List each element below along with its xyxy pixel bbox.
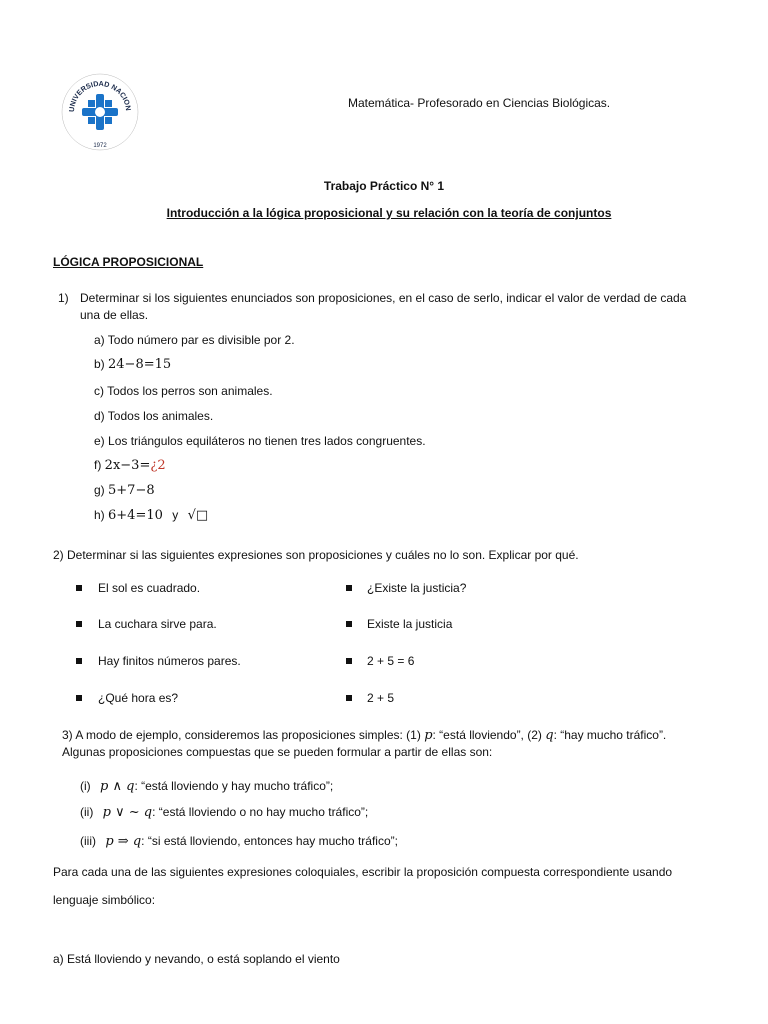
q2-left-item: ¿Qué hora es? — [98, 691, 179, 705]
q1-item-d — [94, 409, 213, 423]
example-text: : “está lloviendo o no hay mucho tráfico”; — [152, 805, 369, 819]
item-text: Todos los animales. — [107, 409, 214, 423]
bullet-icon — [346, 695, 352, 701]
q3-text-part: : “hay mucho tráfico”. — [553, 728, 667, 742]
q3-example-iii — [80, 834, 398, 849]
q3-line2: Algunas proposiciones compuestas que se pueden formular a partir de ellas son: — [62, 745, 493, 759]
q1-item-c — [94, 384, 273, 398]
example-label: (i) — [80, 779, 91, 793]
bullet-icon — [76, 585, 82, 591]
q1-item-g — [94, 483, 155, 498]
bullet-icon — [346, 585, 352, 591]
q3-example-i — [80, 779, 333, 794]
section-heading: LÓGICA PROPOSICIONAL — [53, 255, 204, 269]
var-p: p — [424, 728, 433, 743]
q1-item-f — [94, 458, 166, 473]
q1-item-h — [94, 508, 208, 523]
bullet-icon — [76, 658, 82, 664]
example-symbol: p ∧ q — [100, 779, 135, 794]
q2-left-item: Hay finitos números pares. — [98, 654, 241, 668]
page-title: Trabajo Práctico N° 1 — [323, 179, 445, 193]
item-label: h) — [94, 508, 109, 522]
item-conjunction: y — [172, 508, 179, 522]
item-label: c) — [94, 384, 108, 398]
q3-text-part: : “está lloviendo”, (2) — [432, 728, 546, 742]
item-label: b) — [94, 357, 109, 371]
q1-item-a — [94, 333, 295, 347]
q2-text: 2) Determinar si las siguientes expresiones son proposiciones y cuáles no lo son. Explicar por qué. — [53, 548, 579, 562]
item-math: 5+7−8 — [108, 483, 155, 498]
q1-text-line2: una de ellas. — [80, 308, 149, 322]
bullet-icon — [346, 621, 352, 627]
item-math-extra: ¿2 — [150, 458, 166, 473]
q1-item-e — [94, 434, 426, 448]
item-math: 6+4=10 — [108, 508, 163, 523]
q1-item-b — [94, 357, 171, 372]
q2-right-item: ¿Existe la justicia? — [367, 581, 467, 595]
item-label: f) — [94, 458, 105, 472]
example-symbol: p ∨ ~ q — [102, 805, 153, 820]
example-label: (ii) — [80, 805, 94, 819]
q3-line1 — [62, 728, 666, 743]
q2-right-item: Existe la justicia — [367, 617, 453, 631]
item-label: g) — [94, 483, 109, 497]
q3-text-part: 3) A modo de ejemplo, consideremos las proposiciones simples: (1) — [62, 728, 425, 742]
logo-ring-text: UNIVERSIDAD NACION — [66, 78, 134, 113]
q2-left-item: La cuchara sirve para. — [98, 617, 217, 631]
item-text: Todo número par es divisible por 2. — [107, 333, 295, 347]
bullet-icon — [76, 621, 82, 627]
q2-right-item: 2 + 5 = 6 — [367, 654, 415, 668]
logo-year: 1972 — [93, 143, 107, 149]
item-math: 24−8=15 — [108, 357, 172, 372]
item-text: Los triángulos equiláteros no tienen tres lados congruentes. — [108, 434, 426, 448]
bullet-icon — [346, 658, 352, 664]
sqrt-placeholder: √□ — [187, 508, 209, 523]
q2-left-item: El sol es cuadrado. — [98, 581, 201, 595]
example-text: : “si está lloviendo, entonces hay mucho tráfico”; — [141, 834, 398, 848]
q2-right-item: 2 + 5 — [367, 691, 395, 705]
item-math: 2x−3= — [104, 458, 151, 473]
item-label: e) — [94, 434, 109, 448]
item-text: Todos los perros son animales. — [107, 384, 273, 398]
course-header: Matemática- Profesorado en Ciencias Biológicas. — [348, 96, 611, 110]
var-q: q — [545, 728, 554, 743]
university-logo — [60, 72, 140, 152]
example-label: (iii) — [80, 834, 96, 848]
example-symbol: p ⇒ q — [105, 834, 142, 849]
item-label: a) — [94, 333, 108, 347]
bullet-icon — [76, 695, 82, 701]
q3-instruction-line1: Para cada una de las siguientes expresiones coloquiales, escribir la proposición compuesta correspondiente usando — [53, 865, 673, 879]
q1-text-line1: Determinar si los siguientes enunciados son proposiciones, en el caso de serlo, indicar el valor de verdad de cada — [80, 291, 687, 305]
q1-number: 1) — [58, 291, 69, 305]
q3-example-ii — [80, 805, 368, 820]
item-label: d) — [94, 409, 108, 423]
q3-item-a: a) Está lloviendo y nevando, o está soplando el viento — [53, 952, 340, 966]
q3-instruction-line2: lenguaje simbólico: — [53, 893, 156, 907]
page-subtitle: Introducción a la lógica proposicional y su relación con la teoría de conjuntos — [166, 206, 612, 220]
example-text: : “está lloviendo y hay mucho tráfico”; — [134, 779, 334, 793]
